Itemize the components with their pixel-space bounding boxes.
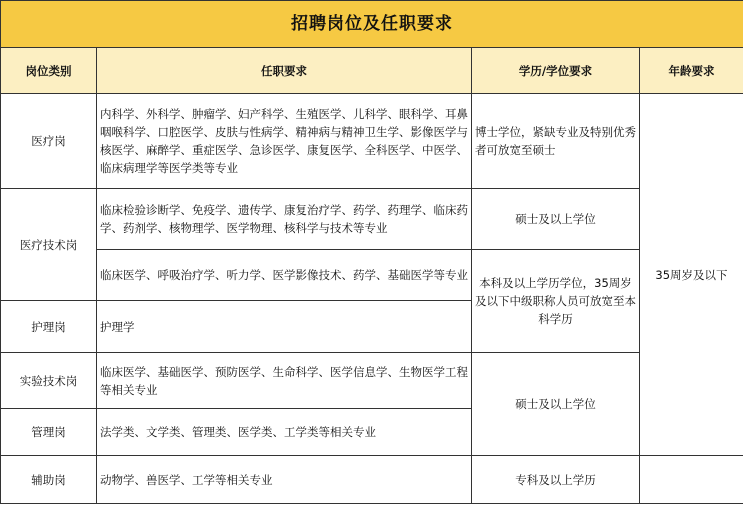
age-requirement: 35周岁及以下 xyxy=(640,94,743,456)
degree-medical: 博士学位，紧缺专业及特别优秀者可放宽至硕士 xyxy=(472,94,640,189)
requirements-nursing: 护理学 xyxy=(97,301,472,353)
category-auxiliary: 辅助岗 xyxy=(1,456,97,504)
table-title: 招聘岗位及任职要求 xyxy=(1,1,743,48)
category-management: 管理岗 xyxy=(1,409,97,456)
requirements-management: 法学类、文学类、管理类、医学类、工学类等相关专业 xyxy=(97,409,472,456)
age-empty-cell xyxy=(640,456,743,504)
degree-medtech-a: 硕士及以上学位 xyxy=(472,189,640,250)
requirements-medtech-a: 临床检验诊断学、免疫学、遗传学、康复治疗学、药学、药理学、临床药学、药剂学、核物理学、医学物理、核科学与技术等专业 xyxy=(97,189,472,250)
header-requirements: 任职要求 xyxy=(97,48,472,94)
requirements-medical: 内科学、外科学、肿瘤学、妇产科学、生殖医学、儿科学、眼科学、耳鼻咽喉科学、口腔医学、皮肤与性病学、精神病与精神卫生学、影像医学与核医学、麻醉学、重症医学、急诊医学、康复医学、全科医学、中医学、临床病理学等医学类等专业 xyxy=(97,94,472,189)
header-age: 年龄要求 xyxy=(640,48,743,94)
header-degree: 学历/学位要求 xyxy=(472,48,640,94)
requirements-auxiliary: 动物学、兽医学、工学等相关专业 xyxy=(97,456,472,504)
requirements-labtech: 临床医学、基础医学、预防医学、生命科学、医学信息学、生物医学工程等相关专业 xyxy=(97,353,472,409)
category-medical: 医疗岗 xyxy=(1,94,97,189)
degree-medtech-b: 本科及以上学历学位，35周岁及以下中级职称人员可放宽至本科学历 xyxy=(472,250,640,353)
category-labtech: 实验技术岗 xyxy=(1,353,97,409)
degree-labtech-management: 硕士及以上学位 xyxy=(472,353,640,456)
category-nursing: 护理岗 xyxy=(1,301,97,353)
degree-auxiliary: 专科及以上学历 xyxy=(472,456,640,504)
requirements-medtech-b: 临床医学、呼吸治疗学、听力学、医学影像技术、药学、基础医学等专业 xyxy=(97,250,472,301)
header-category: 岗位类别 xyxy=(1,48,97,94)
category-medtech: 医疗技术岗 xyxy=(1,189,97,301)
